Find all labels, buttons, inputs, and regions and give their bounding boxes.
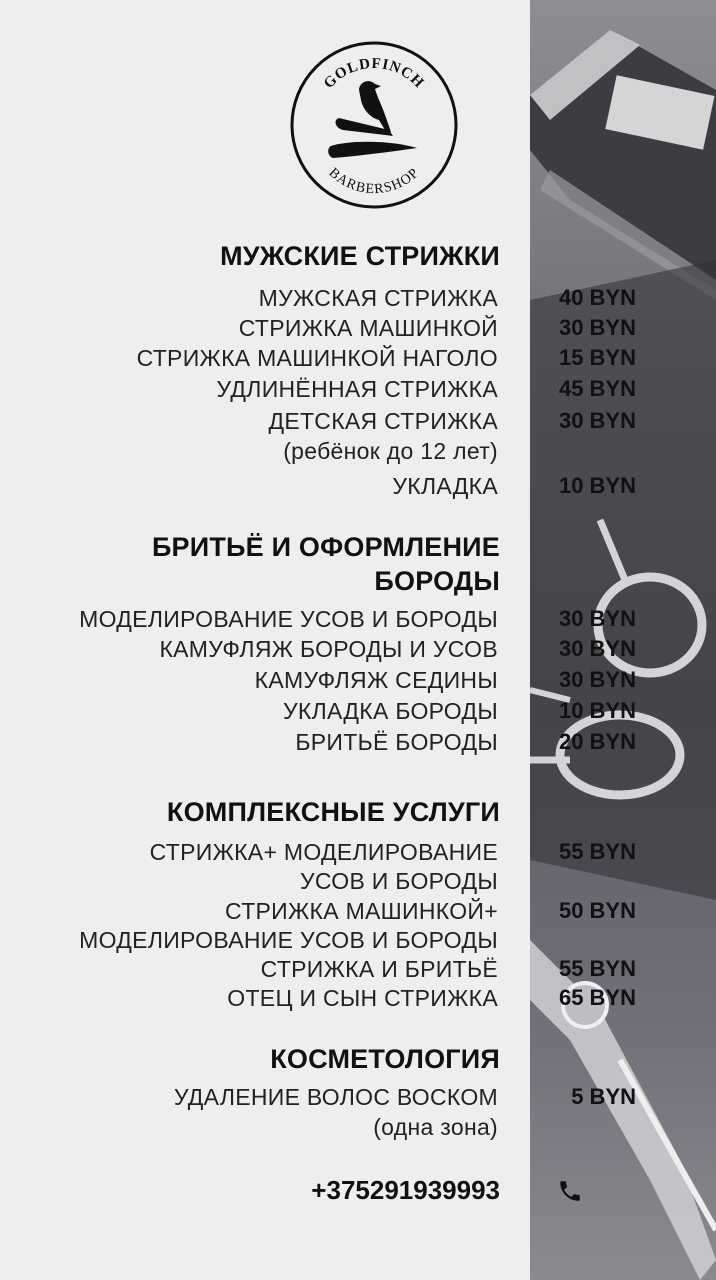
service-name: СТРИЖКА МАШИНКОЙ НАГОЛО <box>136 345 498 371</box>
razor-icon <box>328 118 417 158</box>
logo-top-text: GOLDFINCH <box>320 55 428 92</box>
section-heading-beard-line1: БРИТЬЁ И ОФОРМЛЕНИЕ <box>151 532 500 562</box>
service-note: (ребёнок до 12 лет) <box>283 438 498 464</box>
service-name: УДЛИНЁННАЯ СТРИЖКА <box>216 376 498 402</box>
service-price: 30 BYN <box>558 636 636 661</box>
service-name: СТРИЖКА+ МОДЕЛИРОВАНИЕ <box>149 839 498 865</box>
service-price: 65 BYN <box>558 985 636 1010</box>
phone-icon[interactable] <box>557 1178 583 1204</box>
service-price: 30 BYN <box>558 667 636 692</box>
hair-clipper-image <box>530 30 716 300</box>
service-name: СТРИЖКА МАШИНКОЙ <box>238 315 498 341</box>
service-note: (одна зона) <box>373 1114 498 1140</box>
service-price: 10 BYN <box>558 698 636 723</box>
service-name: УДАЛЕНИЕ ВОЛОС ВОСКОМ <box>173 1084 498 1110</box>
service-name: БРИТЬЁ БОРОДЫ <box>295 729 498 755</box>
service-name: СТРИЖКА МАШИНКОЙ+ <box>225 898 498 924</box>
service-price: 20 BYN <box>558 729 636 754</box>
section-heading-mens-haircuts: МУЖСКИЕ СТРИЖКИ <box>220 241 500 271</box>
section-heading-beard-line2: БОРОДЫ <box>374 566 500 596</box>
service-name: МОДЕЛИРОВАНИЕ УСОВ И БОРОДЫ <box>79 606 498 632</box>
service-name: УКЛАДКА <box>392 473 498 499</box>
service-name-cont: МОДЕЛИРОВАНИЕ УСОВ И БОРОДЫ <box>79 927 498 953</box>
service-price: 5 BYN <box>571 1084 636 1109</box>
service-price: 55 BYN <box>558 839 636 864</box>
service-price: 40 BYN <box>558 285 636 310</box>
service-price: 10 BYN <box>558 473 636 498</box>
service-name-cont: УСОВ И БОРОДЫ <box>299 868 498 894</box>
logo-bottom-text: BARBERSHOP <box>325 165 423 198</box>
service-price: 30 BYN <box>558 315 636 340</box>
service-price: 15 BYN <box>558 345 636 370</box>
service-name: МУЖСКАЯ СТРИЖКА <box>258 285 498 311</box>
service-name: УКЛАДКА БОРОДЫ <box>283 698 498 724</box>
section-heading-complex: КОМПЛЕКСНЫЕ УСЛУГИ <box>166 797 500 827</box>
service-price: 45 BYN <box>558 376 636 401</box>
service-name: КАМУФЛЯЖ БОРОДЫ И УСОВ <box>159 636 498 662</box>
service-price: 30 BYN <box>558 606 636 631</box>
service-name: КАМУФЛЯЖ СЕДИНЫ <box>254 667 498 693</box>
service-price: 30 BYN <box>558 408 636 433</box>
service-name: СТРИЖКА И БРИТЬЁ <box>260 956 498 982</box>
phone-number[interactable]: +375291939993 <box>311 1175 500 1205</box>
svg-text:BARBERSHOP <box>326 165 423 197</box>
service-name: ОТЕЦ И СЫН СТРИЖКА <box>227 985 498 1011</box>
goldfinch-logo <box>289 40 459 210</box>
section-heading-cosmetology: КОСМЕТОЛОГИЯ <box>270 1044 500 1074</box>
service-price: 50 BYN <box>558 898 636 923</box>
service-price: 55 BYN <box>558 956 636 981</box>
service-name: ДЕТСКАЯ СТРИЖКА <box>268 408 498 434</box>
